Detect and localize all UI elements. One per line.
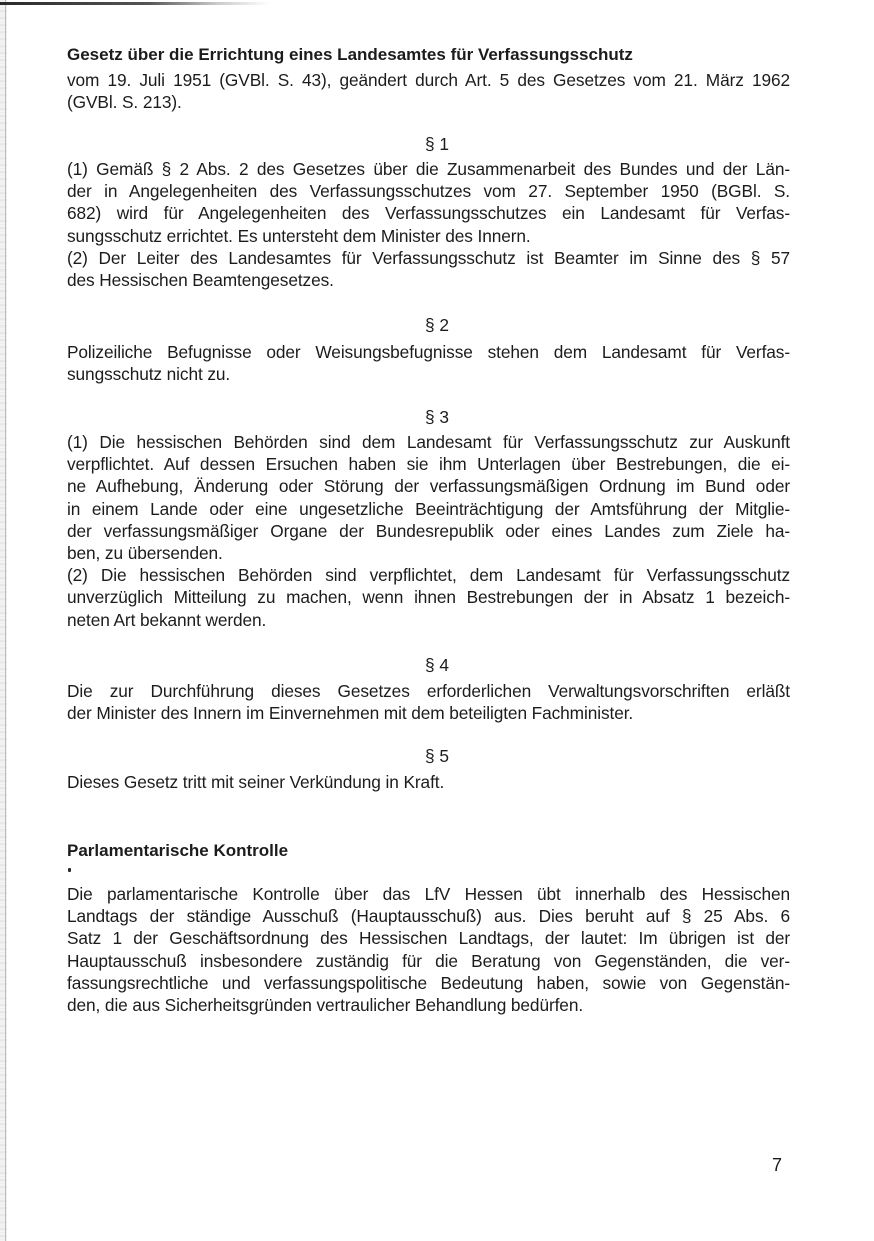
section-4-heading: § 4 xyxy=(424,655,450,675)
law-title: Gesetz über die Errichtung eines Landesamtes für Verfassungsschutz xyxy=(67,45,633,64)
section-4-line: Die zur Durchführung dieses Gesetzes erforderlichen Verwaltungsvorschriften erläßt xyxy=(67,681,790,701)
control-line: Die parlamentarische Kontrolle über das LfV Hessen übt innerhalb des Hessischen xyxy=(67,884,790,904)
section-3-line: (2) Die hessischen Behörden sind verpflichtet, dem Landesamt für Verfassungsschutz xyxy=(67,565,790,586)
law-intro xyxy=(67,69,790,113)
section-3-body xyxy=(67,431,790,631)
section-1-body xyxy=(67,158,790,291)
section-5-heading: § 5 xyxy=(424,746,450,766)
section-4-line: der Minister des Innern im Einvernehmen mit dem beteiligten Fachminister. xyxy=(67,703,634,724)
control-line: Satz 1 der Geschäftsordnung des Hessischen Landtags, der lautet: Im übrigen ist der xyxy=(67,928,790,949)
section-1-line: 682) wird für Angelegenheiten des Verfassungsschutzes ein Landesamt für Verfas- xyxy=(67,203,790,224)
control-body xyxy=(67,883,790,1016)
section-3-line: in einem Lande oder eine ungesetzliche Beeinträchtigung der Amtsführung der Mitglie- xyxy=(67,498,790,519)
page-number: 7 xyxy=(772,1155,783,1175)
section-3-line: ben, zu übersenden. xyxy=(67,543,223,564)
section-5-body xyxy=(67,771,790,793)
section-1-line: (2) Der Leiter des Landesamtes für Verfassungsschutz ist Beamter im Sinne des § 57 xyxy=(67,247,790,268)
scan-top-mark xyxy=(0,2,270,5)
section-2-body xyxy=(67,341,790,385)
section-3-line: der verfassungsmäßiger Organe der Bundesrepublik oder eines Landes zum Ziele ha- xyxy=(67,520,790,541)
control-line: Landtags der ständige Ausschuß (Hauptausschuß) aus. Dies beruht auf § 25 Abs. 6 xyxy=(67,906,790,927)
law-intro-line: (GVBl. S. 213). xyxy=(67,92,182,113)
section-3-line: unverzüglich Mitteilung zu machen, wenn ihnen Bestrebungen der in Absatz 1 bezeich- xyxy=(67,587,790,608)
section-3-line: neten Art bekannt werden. xyxy=(67,609,267,630)
control-line: den, die aus Sicherheitsgründen vertraulicher Behandlung bedürfen. xyxy=(67,995,584,1016)
section-1-heading: § 1 xyxy=(424,134,450,154)
section-2-heading: § 2 xyxy=(424,315,450,335)
section-3-line: (1) Die hessischen Behörden sind dem Landesamt für Verfassungsschutz zur Auskunft xyxy=(67,432,790,452)
section-3-heading: § 3 xyxy=(424,407,450,427)
section-3-line: verpflichtet. Auf dessen Ersuchen haben sie ihm Unterlagen über Bestrebungen, die ei- xyxy=(67,454,790,475)
section-4-body xyxy=(67,680,790,724)
control-title: Parlamentarische Kontrolle xyxy=(67,841,289,860)
section-5-line: Dieses Gesetz tritt mit seiner Verkündung in Kraft. xyxy=(67,772,445,792)
section-1-line: der in Angelegenheiten des Verfassungsschutzes vom 27. September 1950 (BGBl. S. xyxy=(67,181,790,202)
scan-speck xyxy=(68,868,71,872)
control-line: fassungsrechtliche und verfassungspolitische Bedeutung haben, sowie von Gegenstän- xyxy=(67,972,790,993)
scan-edge-line xyxy=(5,0,6,1241)
section-2-line: Polizeiliche Befugnisse oder Weisungsbefugnisse stehen dem Landesamt für Verfas- xyxy=(67,342,790,362)
control-line: Hauptausschuß insbesondere zuständig für die Beratung von Gegenständen, die ver- xyxy=(67,950,790,971)
section-3-line: ne Aufhebung, Änderung oder Störung der verfassungsmäßigen Ordnung im Bund oder xyxy=(67,476,790,497)
section-1-line: (1) Gemäß § 2 Abs. 2 des Gesetzes über die Zusammenarbeit des Bundes und der Län- xyxy=(67,159,790,179)
section-1-line: sungsschutz errichtet. Es untersteht dem Minister des Innern. xyxy=(67,225,531,246)
section-1-line: des Hessischen Beamtengesetzes. xyxy=(67,270,334,291)
law-intro-line: vom 19. Juli 1951 (GVBl. S. 43), geändert durch Art. 5 des Gesetzes vom 21. März 1962 xyxy=(67,70,790,90)
section-2-line: sungsschutz nicht zu. xyxy=(67,364,231,385)
